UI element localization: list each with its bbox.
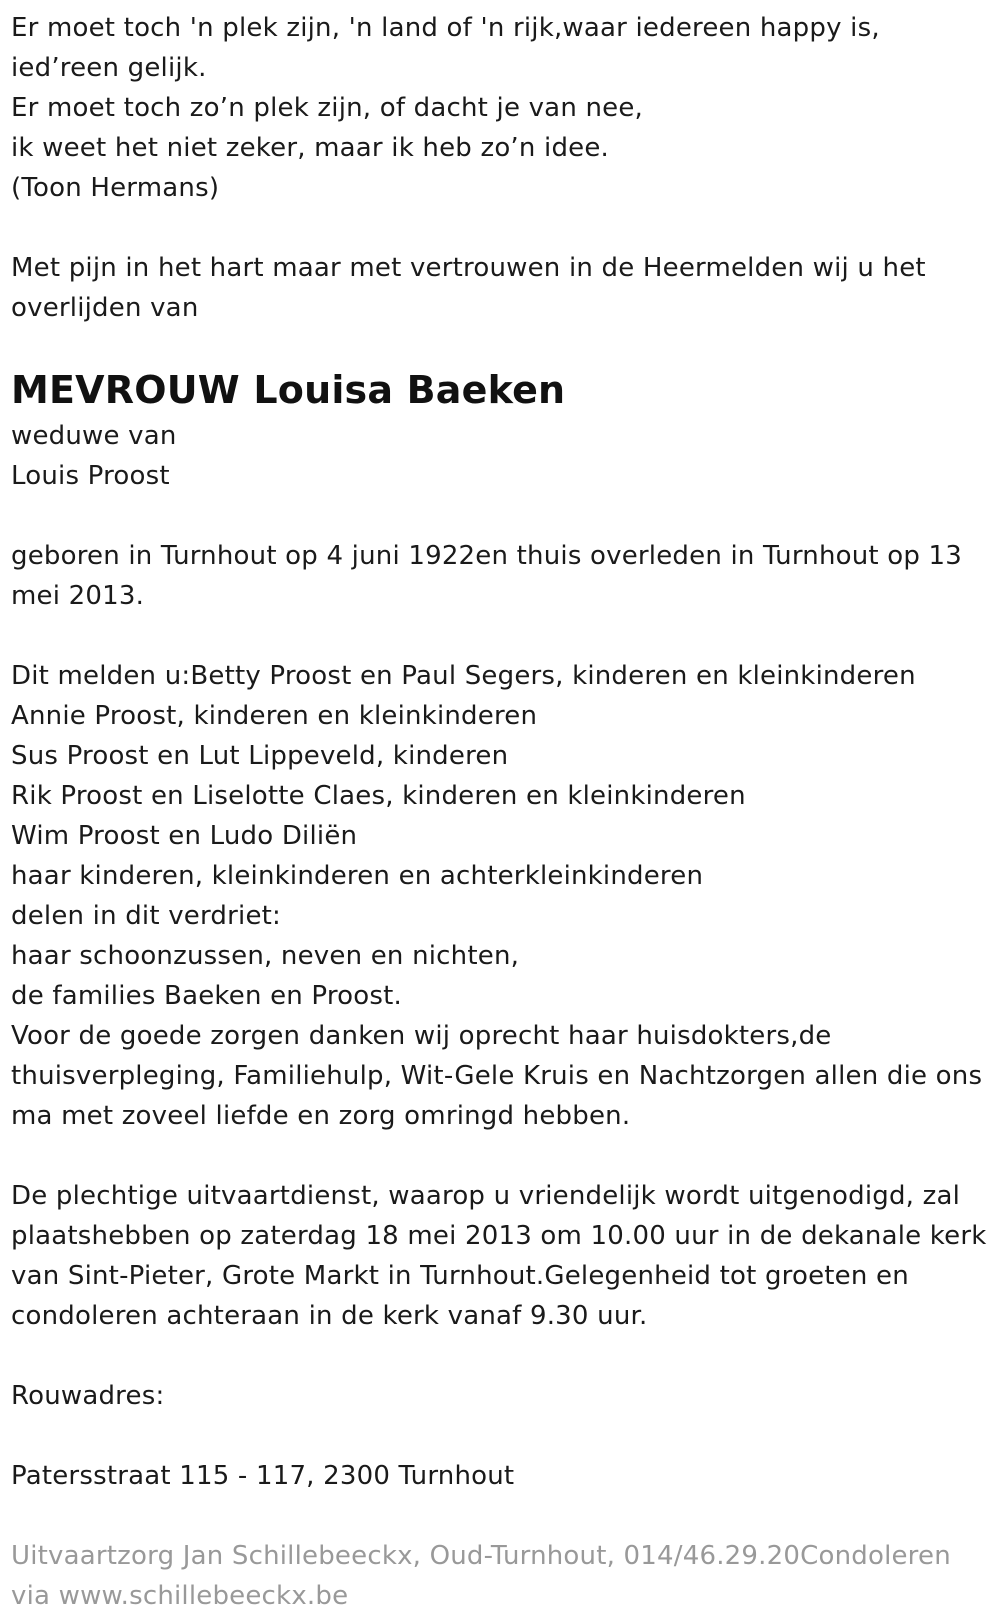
funeral-line: plaatshebben op zaterdag 18 mei 2013 om 10.00 uur in de dekanale kerk bbox=[11, 1221, 987, 1251]
spacer bbox=[11, 1416, 989, 1456]
family-line: Dit melden u:Betty Proost en Paul Segers, kinderen en kleinkinderen bbox=[11, 661, 916, 691]
spacer bbox=[11, 1336, 989, 1376]
poem-line: ied’reen gelijk. bbox=[11, 53, 207, 83]
family-line: delen in dit verdriet: bbox=[11, 901, 281, 931]
poem-author: (Toon Hermans) bbox=[11, 173, 220, 203]
funeral-line: De plechtige uitvaartdienst, waarop u vriendelijk wordt uitgenodigd, zal bbox=[11, 1181, 961, 1211]
deceased bbox=[11, 364, 989, 496]
address-label: Rouwadres: bbox=[11, 1381, 165, 1411]
spacer bbox=[11, 328, 989, 364]
address bbox=[11, 1376, 989, 1496]
poem-line: Er moet toch 'n plek zijn, 'n land of 'n rijk,waar iedereen happy is, bbox=[11, 13, 880, 43]
spacer bbox=[11, 616, 989, 656]
intro-line: overlijden van bbox=[11, 293, 199, 323]
family-line: Annie Proost, kinderen en kleinkinderen bbox=[11, 701, 538, 731]
family-line: haar kinderen, kleinkinderen en achterkleinkinderen bbox=[11, 861, 704, 891]
spacer bbox=[11, 208, 989, 248]
spacer bbox=[11, 496, 989, 536]
family-line: Sus Proost en Lut Lippeveld, kinderen bbox=[11, 741, 509, 771]
family-line: ma met zoveel liefde en zorg omringd hebben. bbox=[11, 1101, 631, 1131]
family-line: thuisverpleging, Familiehulp, Wit-Gele Kruis en Nachtzorgen allen die ons bbox=[11, 1061, 983, 1091]
family-line: Wim Proost en Ludo Diliën bbox=[11, 821, 358, 851]
footer-link[interactable]: via www.schillebeeckx.be bbox=[11, 1581, 349, 1611]
deceased-name: MEVROUW Louisa Baeken bbox=[11, 368, 566, 412]
poem-line: ik weet het niet zeker, maar ik heb zo’n idee. bbox=[11, 133, 610, 163]
birth-death-line: mei 2013. bbox=[11, 581, 145, 611]
spacer bbox=[11, 1136, 989, 1176]
relation-line: weduwe van bbox=[11, 421, 177, 451]
funeral-line: condoleren achteraan in de kerk vanaf 9.30 uur. bbox=[11, 1301, 648, 1331]
poem bbox=[11, 8, 989, 208]
poem-line: Er moet toch zo’n plek zijn, of dacht je van nee, bbox=[11, 93, 643, 123]
family-line: Voor de goede zorgen danken wij oprecht haar huisdokters,de bbox=[11, 1021, 832, 1051]
birth-death-line: geboren in Turnhout op 4 juni 1922en thuis overleden in Turnhout op 13 bbox=[11, 541, 963, 571]
intro-line: Met pijn in het hart maar met vertrouwen in de Heermelden wij u het bbox=[11, 253, 926, 283]
footer-line: Uitvaartzorg Jan Schillebeeckx, Oud-Turnhout, 014/46.29.20Condoleren bbox=[11, 1541, 951, 1571]
family-line: haar schoonzussen, neven en nichten, bbox=[11, 941, 520, 971]
family-line: de families Baeken en Proost. bbox=[11, 981, 402, 1011]
family bbox=[11, 656, 989, 1136]
footer bbox=[11, 1536, 989, 1616]
birth-death bbox=[11, 536, 989, 616]
spacer bbox=[11, 1496, 989, 1536]
family-line: Rik Proost en Liselotte Claes, kinderen en kleinkinderen bbox=[11, 781, 746, 811]
address-value: Patersstraat 115 - 117, 2300 Turnhout bbox=[11, 1461, 515, 1491]
funeral-line: van Sint-Pieter, Grote Markt in Turnhout.Gelegenheid tot groeten en bbox=[11, 1261, 909, 1291]
intro bbox=[11, 248, 989, 328]
funeral-details bbox=[11, 1176, 989, 1336]
relation-line: Louis Proost bbox=[11, 461, 170, 491]
